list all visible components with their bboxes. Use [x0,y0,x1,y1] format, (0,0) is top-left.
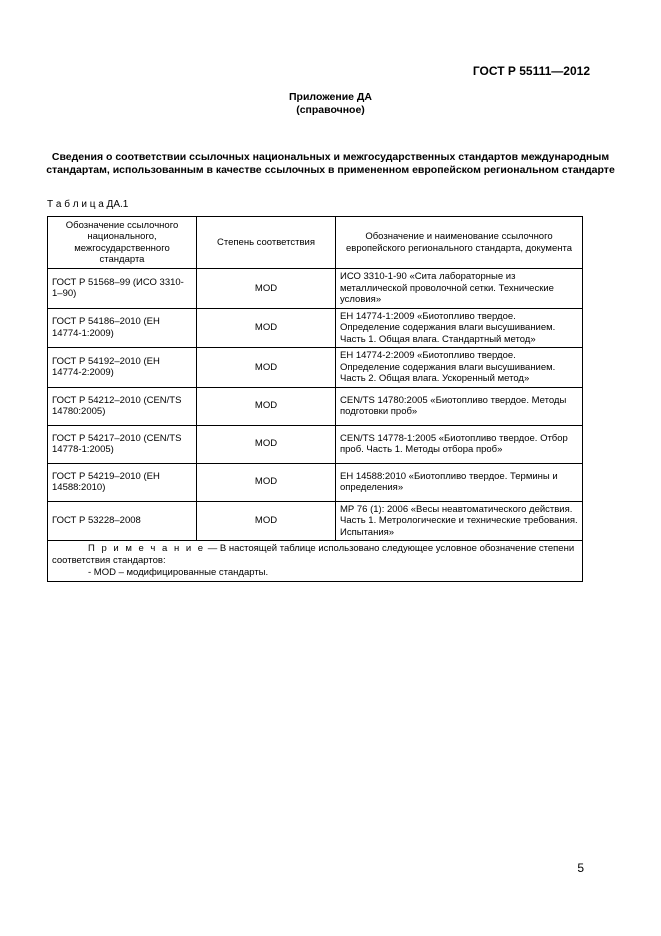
note-paragraph [52,543,578,567]
table-row [48,348,583,388]
cell-standard: ГОСТ Р 54217–2010 (CEN/TS 14778-1:2005) [48,425,197,463]
appendix-title: Приложение ДА [289,91,372,103]
cell-european: МР 76 (1): 2006 «Весы неавтоматического действия. Часть 1. Метрологические и технические требования. Испытания» [336,501,583,541]
cell-standard: ГОСТ Р 54212–2010 (CEN/TS 14780:2005) [48,387,197,425]
table-row [48,425,583,463]
table-header-row [48,217,583,269]
table-note [48,541,583,582]
cell-degree: MOD [197,425,336,463]
table-row [48,269,583,309]
cell-degree: MOD [197,387,336,425]
cell-standard: ГОСТ Р 54219–2010 (ЕН 14588:2010) [48,463,197,501]
cell-european: ЕН 14774-1:2009 «Биотопливо твердое. Определение содержания влаги высушиванием. Часть 1. Общая влага. Стандартный метод» [336,308,583,348]
cell-degree: MOD [197,463,336,501]
cell-degree: MOD [197,308,336,348]
cell-standard: ГОСТ Р 54192–2010 (ЕН 14774-2:2009) [48,348,197,388]
cell-european: CEN/TS 14778-1:2005 «Биотопливо твердое. Отбор проб. Часть 1. Методы отбора проб» [336,425,583,463]
table-row [48,501,583,541]
cell-degree: MOD [197,348,336,388]
cell-european: ЕН 14774-2:2009 «Биотопливо твердое. Определение содержания влаги высушиванием. Часть 2. Общая влага. Ускоренный метод» [336,348,583,388]
cell-degree: MOD [197,269,336,309]
cell-standard: ГОСТ Р 53228–2008 [48,501,197,541]
table-label: Т а б л и ц а ДА.1 [47,199,129,210]
note-item: - MOD – модифицированные стандарты. [88,567,269,578]
table-note-row [48,541,583,582]
page-number: 5 [577,861,584,875]
section-heading: Сведения о соответствии ссылочных национальных и межгосударственных стандартов международным стандартам, использованным в качестве ссылочных в примененном европейском региональном стандарте [46,151,615,176]
column-header-standard: Обозначение ссылочного национального, межгосударственного стандарта [48,217,197,269]
note-title: П р и м е ч а н и е [88,543,206,554]
column-header-european: Обозначение и наименование ссылочного европейского регионального стандарта, документа [336,217,583,269]
cell-european: ЕН 14588:2010 «Биотопливо твердое. Термины и определения» [336,463,583,501]
table-row [48,387,583,425]
appendix-heading [0,91,661,117]
correspondence-table [47,216,583,582]
appendix-subtitle: (справочное) [296,104,365,116]
cell-standard: ГОСТ Р 51568–99 (ИСО 3310-1–90) [48,269,197,309]
document-code: ГОСТ Р 55111—2012 [472,64,590,78]
column-header-degree: Степень соответствия [197,217,336,269]
note-text: — В настоящей таблице использовано следующее условное обозначение степени соответствия стандартов: [52,543,575,566]
cell-degree: MOD [197,501,336,541]
cell-european: ИСО 3310-1-90 «Сита лабораторные из металлической проволочной сетки. Технические условия» [336,269,583,309]
cell-european: CEN/TS 14780:2005 «Биотопливо твердое. Методы подготовки проб» [336,387,583,425]
table-row [48,308,583,348]
cell-standard: ГОСТ Р 54186–2010 (ЕН 14774-1:2009) [48,308,197,348]
table-row [48,463,583,501]
